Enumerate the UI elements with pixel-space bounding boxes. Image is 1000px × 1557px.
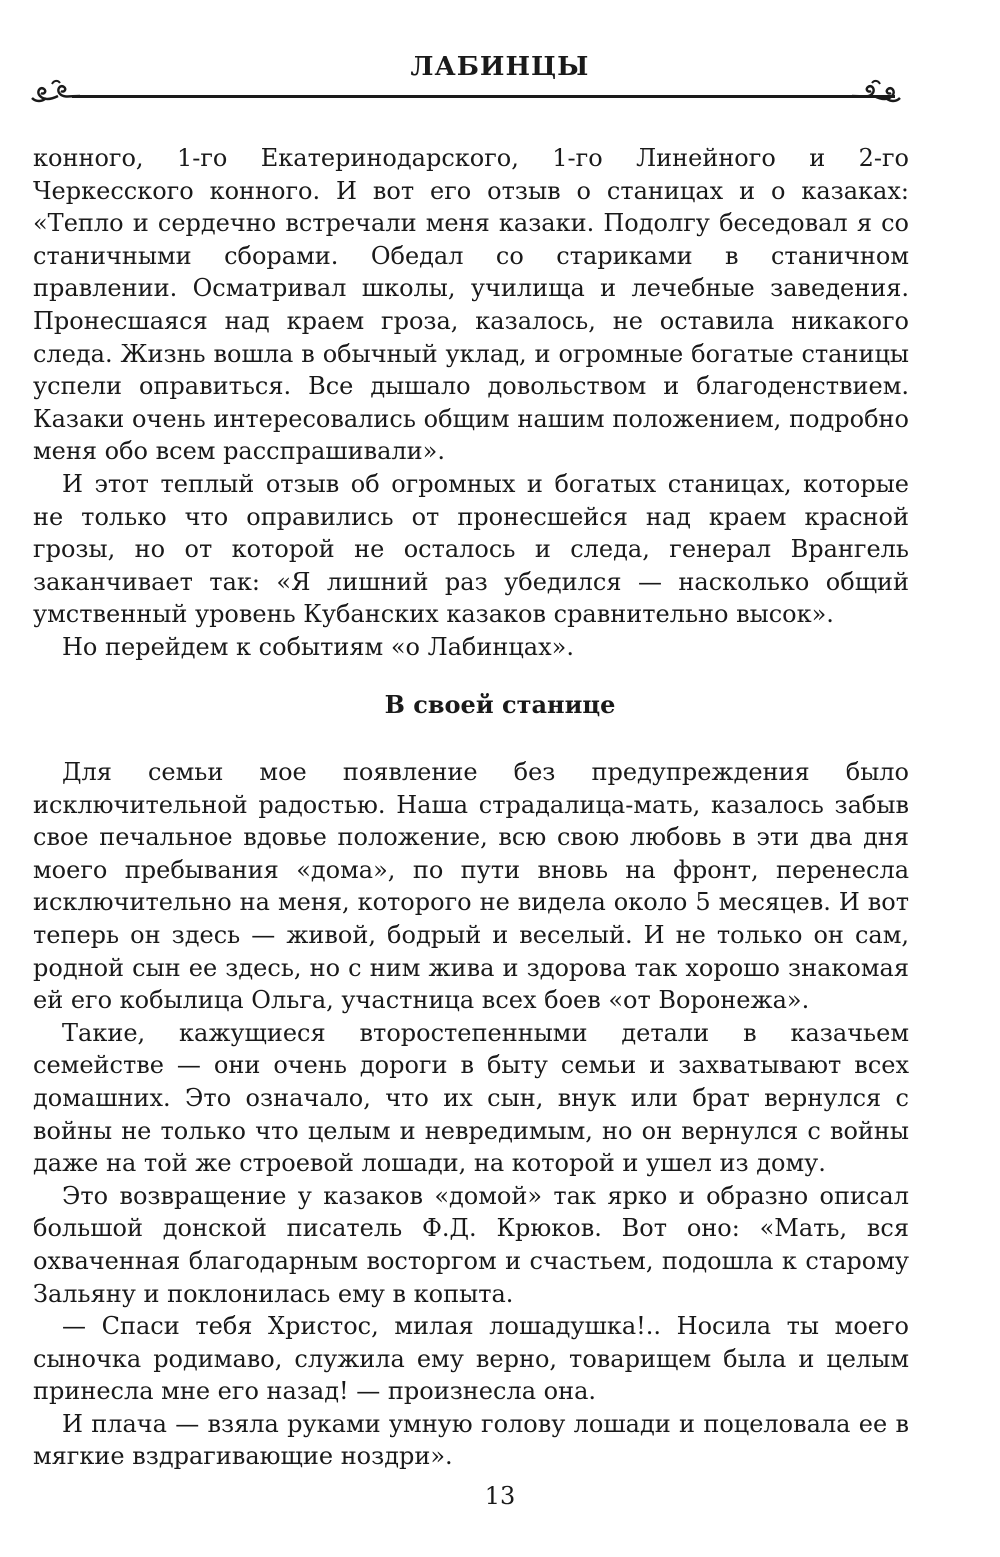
paragraph: конного, 1-го Екатеринодарского, 1-го Линейного и 2-го Черкесского конного. И вот его отзыв о станицах и о казаках: «Тепло и сердечно встречали меня казаки. Подолгу беседовал я со станичными сборами. Обедал со стариками в станичном правлении. Осматривал школы, училища и лечебные заведения. Пронесшаяся над краем гроза, казалось, не оставила никакого следа. Жизнь вошла в обычный уклад, и огромные богатые станицы успели оправиться. Все дышало довольством и благоденствием. Казаки очень интересовались общим нашим положением, подробно меня обо всем расспрашивали». — [33, 144, 909, 466]
flourish-ornament-icon — [850, 78, 902, 110]
flourish-ornament-icon — [30, 78, 82, 110]
page-number: 13 — [484, 1482, 516, 1510]
running-head-title: ЛАБИНЦЫ — [410, 52, 590, 82]
paragraph: Такие, кажущиеся второстепенными детали в казачьем семействе — они очень дороги в быту семьи и захватывают всех домашних. Это означало, что их сын, внук или брат вернулся с войны не только что целым и невредимым, но он вернулся с войны даже на той же строевой лошади, на которой и ушел из дому. — [33, 1018, 909, 1178]
section-heading: В своей станице — [384, 690, 616, 719]
paragraph: И плача — взяла руками умную голову лошади и поцеловала ее в мягкие вздрагивающие ноздри». — [33, 1409, 909, 1471]
paragraph: Но перейдем к событиям «о Лабинцах». — [62, 632, 574, 661]
body-text-top — [33, 142, 909, 664]
header-rule — [72, 95, 895, 98]
paragraph: И этот теплый отзыв об огромных и богатых станицах, которые не только что оправились от пронесшейся над краем красной грозы, но от которой не осталось и следа, генерал Врангель заканчивает так: «Я лишний раз убедился — насколько общий умственный уровень Кубанских казаков сравнительно высок». — [33, 469, 909, 629]
paragraph: Для семьи мое появление без предупреждения было исключительной радостью. Наша страдалица-мать, казалось забыв свое печальное вдовье положение, всю свою любовь в эти два дня моего пребывания «дома», по пути вновь на фронт, перенесла исключительно на меня, которого не видела около 5 месяцев. И вот теперь он здесь — живой, бодрый и веселый. И не только он сам, родной сын ее здесь, но с ним жива и здорова так хорошо знакомая ей его кобылица Ольга, участница всех боев «от Воронежа». — [33, 758, 909, 1015]
paragraph: Это возвращение у казаков «домой» так ярко и образно описал большой донской писатель Ф.Д. Крюков. Вот оно: «Мать, вся охваченная благодарным восторгом и счастьем, подошла к старому Зальяну и поклонилась ему в копыта. — [33, 1181, 909, 1308]
body-text-section — [33, 756, 909, 1473]
paragraph: — Спаси тебя Христос, милая лошадушка!.. Носила ты моего сыночка родимаво, служила ему верно, товарищем была и целым принесла мне его назад! — произнесла она. — [33, 1312, 909, 1406]
